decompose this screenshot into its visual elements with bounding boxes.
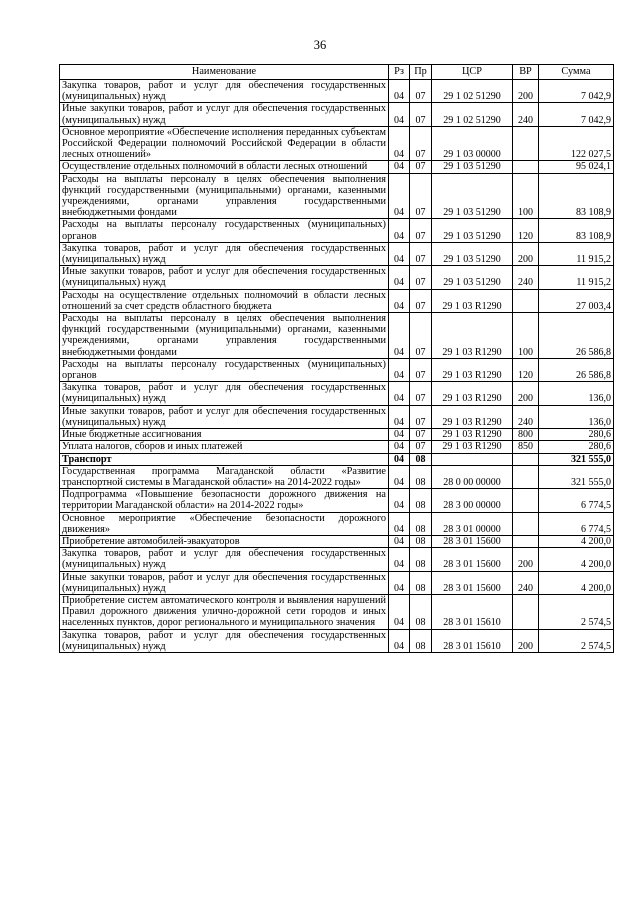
row-vr-cell: 850 [513, 441, 539, 453]
row-pr-cell: 08 [410, 535, 432, 547]
row-sum-cell: 2 574,5 [539, 594, 614, 629]
row-name-cell: Закупка товаров, работ и услуг для обеспечения государственных (муниципальных) нужд [60, 382, 389, 405]
row-sum-cell: 4 200,0 [539, 571, 614, 594]
table-row [60, 289, 614, 312]
row-rz-cell: 04 [389, 535, 410, 547]
row-name-cell: Подпрограмма «Повышение безопасности дорожного движения на территории Магаданской области» на 2014-2022 годы» [60, 489, 389, 512]
table-row [60, 535, 614, 547]
row-name-cell: Расходы на выплаты персоналу в целях обеспечения выполнения функций государственными (муниципальными) органами, казенными учреждениями, органами управления государственными внебюджетными фондами [60, 173, 389, 219]
row-vr-cell [513, 161, 539, 173]
row-vr-cell: 240 [513, 266, 539, 289]
table-row [60, 242, 614, 265]
row-pr-cell: 07 [410, 266, 432, 289]
row-name-cell: Уплата налогов, сборов и иных платежей [60, 441, 389, 453]
row-name-cell: Основное мероприятие «Обеспечение безопасности дорожного движения» [60, 512, 389, 535]
row-rz-cell: 04 [389, 242, 410, 265]
table-row [60, 219, 614, 242]
row-pr-cell: 08 [410, 512, 432, 535]
row-csr-cell: 29 1 03 R1290 [432, 313, 513, 359]
row-pr-cell: 07 [410, 382, 432, 405]
row-rz-cell: 04 [389, 173, 410, 219]
row-name-cell: Осуществление отдельных полномочий в области лесных отношений [60, 161, 389, 173]
header-rz: Рз [389, 65, 410, 80]
row-vr-cell [513, 489, 539, 512]
row-name-cell: Иные закупки товаров, работ и услуг для обеспечения государственных (муниципальных) нужд [60, 266, 389, 289]
row-csr-cell: 28 3 01 15610 [432, 594, 513, 629]
row-rz-cell: 04 [389, 489, 410, 512]
row-name-cell: Приобретение систем автоматического контроля и выявления нарушений Правил дорожного движения улично-дорожной сети городов и иных населенных пунктов, дорог регионального и муниципального значения [60, 594, 389, 629]
row-vr-cell: 200 [513, 80, 539, 103]
row-csr-cell: 28 3 01 15600 [432, 535, 513, 547]
row-rz-cell: 04 [389, 594, 410, 629]
table-row [60, 512, 614, 535]
row-csr-cell: 29 1 03 51290 [432, 173, 513, 219]
row-name-cell: Закупка товаров, работ и услуг для обеспечения государственных (муниципальных) нужд [60, 629, 389, 652]
row-sum-cell: 7 042,9 [539, 103, 614, 126]
row-csr-cell: 29 1 02 51290 [432, 103, 513, 126]
header-name: Наименование [60, 65, 389, 80]
row-sum-cell: 95 024,1 [539, 161, 614, 173]
row-csr-cell: 28 3 01 15610 [432, 629, 513, 652]
table-row [60, 489, 614, 512]
row-name-cell: Основное мероприятие «Обеспечение исполнения переданных субъектам Российской Федерации полномочий Российской Федерации в области лесных отношений» [60, 126, 389, 161]
header-vr: ВР [513, 65, 539, 80]
row-sum-cell: 7 042,9 [539, 80, 614, 103]
row-name-cell: Иные закупки товаров, работ и услуг для обеспечения государственных (муниципальных) нужд [60, 405, 389, 428]
table-row [60, 313, 614, 359]
row-pr-cell: 07 [410, 126, 432, 161]
row-rz-cell: 04 [389, 571, 410, 594]
row-sum-cell: 26 586,8 [539, 313, 614, 359]
row-rz-cell: 04 [389, 405, 410, 428]
row-name-cell: Расходы на выплаты персоналу государственных (муниципальных) органов [60, 358, 389, 381]
row-csr-cell: 29 1 03 R1290 [432, 429, 513, 441]
row-rz-cell: 04 [389, 382, 410, 405]
row-sum-cell: 6 774,5 [539, 489, 614, 512]
row-vr-cell: 100 [513, 313, 539, 359]
row-rz-cell: 04 [389, 266, 410, 289]
row-vr-cell [513, 594, 539, 629]
row-sum-cell: 11 915,2 [539, 266, 614, 289]
row-pr-cell: 07 [410, 358, 432, 381]
table-row [60, 429, 614, 441]
row-name-cell: Закупка товаров, работ и услуг для обеспечения государственных (муниципальных) нужд [60, 548, 389, 571]
row-vr-cell: 200 [513, 382, 539, 405]
row-pr-cell: 07 [410, 405, 432, 428]
row-sum-cell: 11 915,2 [539, 242, 614, 265]
row-sum-cell: 2 574,5 [539, 629, 614, 652]
row-name-cell: Расходы на выплаты персоналу государственных (муниципальных) органов [60, 219, 389, 242]
table-row [60, 80, 614, 103]
table-row [60, 382, 614, 405]
row-pr-cell: 07 [410, 289, 432, 312]
table-body [60, 80, 614, 653]
row-rz-cell: 04 [389, 103, 410, 126]
row-pr-cell: 08 [410, 629, 432, 652]
row-sum-cell: 280,6 [539, 441, 614, 453]
table-row [60, 571, 614, 594]
row-rz-cell: 04 [389, 441, 410, 453]
row-sum-cell: 321 555,0 [539, 465, 614, 488]
row-sum-cell: 136,0 [539, 382, 614, 405]
table-row [60, 465, 614, 488]
row-csr-cell: 29 1 03 R1290 [432, 441, 513, 453]
row-rz-cell: 04 [389, 512, 410, 535]
row-pr-cell: 08 [410, 465, 432, 488]
row-vr-cell: 120 [513, 219, 539, 242]
table-row [60, 405, 614, 428]
row-vr-cell: 200 [513, 242, 539, 265]
row-sum-cell: 4 200,0 [539, 548, 614, 571]
row-name-cell: Иные закупки товаров, работ и услуг для обеспечения государственных (муниципальных) нужд [60, 571, 389, 594]
table-row [60, 161, 614, 173]
row-rz-cell: 04 [389, 313, 410, 359]
row-sum-cell: 280,6 [539, 429, 614, 441]
row-sum-cell: 6 774,5 [539, 512, 614, 535]
row-pr-cell: 08 [410, 453, 432, 465]
row-rz-cell: 04 [389, 219, 410, 242]
row-rz-cell: 04 [389, 465, 410, 488]
row-name-cell: Расходы на выплаты персоналу в целях обеспечения выполнения функций государственными (муниципальными) органами, казенными учреждениями, органами управления государственными внебюджетными фондами [60, 313, 389, 359]
row-rz-cell: 04 [389, 453, 410, 465]
row-pr-cell: 07 [410, 161, 432, 173]
row-sum-cell: 27 003,4 [539, 289, 614, 312]
table-row [60, 594, 614, 629]
row-pr-cell: 07 [410, 242, 432, 265]
row-rz-cell: 04 [389, 80, 410, 103]
row-csr-cell: 28 3 01 15600 [432, 571, 513, 594]
row-pr-cell: 08 [410, 489, 432, 512]
table-row [60, 548, 614, 571]
row-csr-cell: 28 3 01 15600 [432, 548, 513, 571]
row-name-cell: Закупка товаров, работ и услуг для обеспечения государственных (муниципальных) нужд [60, 80, 389, 103]
row-pr-cell: 07 [410, 429, 432, 441]
row-pr-cell: 07 [410, 441, 432, 453]
row-vr-cell: 120 [513, 358, 539, 381]
row-rz-cell: 04 [389, 126, 410, 161]
row-sum-cell: 321 555,0 [539, 453, 614, 465]
row-pr-cell: 07 [410, 173, 432, 219]
row-csr-cell: 29 1 03 00000 [432, 126, 513, 161]
row-name-cell: Приобретение автомобилей-эвакуаторов [60, 535, 389, 547]
header-pr: Пр [410, 65, 432, 80]
row-rz-cell: 04 [389, 429, 410, 441]
row-csr-cell [432, 453, 513, 465]
row-sum-cell: 4 200,0 [539, 535, 614, 547]
row-pr-cell: 07 [410, 219, 432, 242]
table-row [60, 103, 614, 126]
page-number: 36 [313, 38, 327, 52]
row-csr-cell: 29 1 03 51290 [432, 161, 513, 173]
row-csr-cell: 28 0 00 00000 [432, 465, 513, 488]
row-sum-cell: 83 108,9 [539, 219, 614, 242]
row-rz-cell: 04 [389, 161, 410, 173]
table-header-row [60, 65, 614, 80]
row-csr-cell: 29 1 03 51290 [432, 242, 513, 265]
row-name-cell: Расходы на осуществление отдельных полномочий в области лесных отношений за счет средств областного бюджета [60, 289, 389, 312]
table-row [60, 629, 614, 652]
row-csr-cell: 29 1 03 R1290 [432, 405, 513, 428]
row-pr-cell: 08 [410, 594, 432, 629]
table-row [60, 441, 614, 453]
table-row [60, 453, 614, 465]
row-sum-cell: 26 586,8 [539, 358, 614, 381]
row-vr-cell: 100 [513, 173, 539, 219]
row-name-cell: Государственная программа Магаданской области «Развитие транспортной системы в Магаданской области» на 2014-2022 годы» [60, 465, 389, 488]
row-vr-cell [513, 535, 539, 547]
row-sum-cell: 83 108,9 [539, 173, 614, 219]
row-name-cell: Транспорт [60, 453, 389, 465]
row-rz-cell: 04 [389, 358, 410, 381]
table-row [60, 126, 614, 161]
row-pr-cell: 07 [410, 103, 432, 126]
row-sum-cell: 136,0 [539, 405, 614, 428]
budget-table [59, 64, 614, 653]
row-vr-cell [513, 126, 539, 161]
row-vr-cell: 240 [513, 405, 539, 428]
header-csr: ЦСР [432, 65, 513, 80]
row-vr-cell: 200 [513, 548, 539, 571]
row-pr-cell: 07 [410, 313, 432, 359]
table-row [60, 266, 614, 289]
row-csr-cell: 29 1 02 51290 [432, 80, 513, 103]
row-rz-cell: 04 [389, 289, 410, 312]
table-row [60, 358, 614, 381]
row-csr-cell: 29 1 03 51290 [432, 266, 513, 289]
row-name-cell: Закупка товаров, работ и услуг для обеспечения государственных (муниципальных) нужд [60, 242, 389, 265]
row-pr-cell: 08 [410, 548, 432, 571]
row-sum-cell: 122 027,5 [539, 126, 614, 161]
table-row [60, 173, 614, 219]
row-pr-cell: 07 [410, 80, 432, 103]
row-vr-cell [513, 289, 539, 312]
row-vr-cell: 800 [513, 429, 539, 441]
row-vr-cell [513, 512, 539, 535]
row-vr-cell [513, 453, 539, 465]
row-csr-cell: 29 1 03 R1290 [432, 289, 513, 312]
row-rz-cell: 04 [389, 629, 410, 652]
row-csr-cell: 28 3 01 00000 [432, 512, 513, 535]
row-vr-cell: 240 [513, 571, 539, 594]
row-name-cell: Иные бюджетные ассигнования [60, 429, 389, 441]
row-csr-cell: 29 1 03 51290 [432, 219, 513, 242]
row-rz-cell: 04 [389, 548, 410, 571]
row-vr-cell: 200 [513, 629, 539, 652]
row-csr-cell: 28 3 00 00000 [432, 489, 513, 512]
row-vr-cell: 240 [513, 103, 539, 126]
header-sum: Сумма [539, 65, 614, 80]
row-csr-cell: 29 1 03 R1290 [432, 382, 513, 405]
row-name-cell: Иные закупки товаров, работ и услуг для обеспечения государственных (муниципальных) нужд [60, 103, 389, 126]
row-csr-cell: 29 1 03 R1290 [432, 358, 513, 381]
row-pr-cell: 08 [410, 571, 432, 594]
row-vr-cell [513, 465, 539, 488]
